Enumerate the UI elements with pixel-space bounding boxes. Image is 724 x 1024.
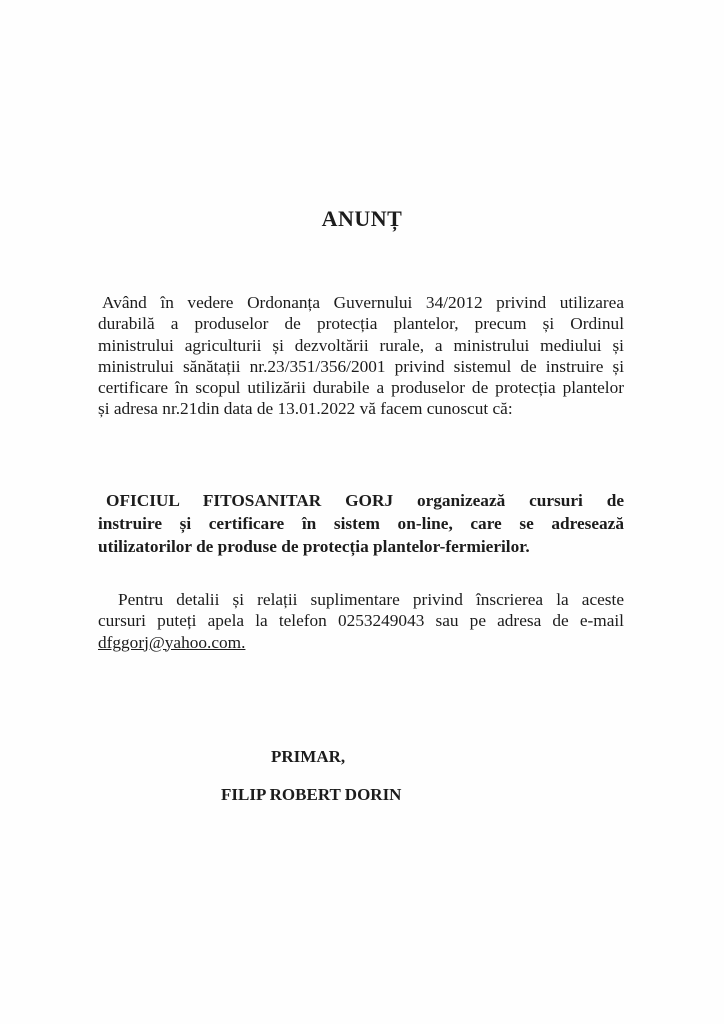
intro-line-5: certificare în scopul utilizării durabile a produselor de protecția plantelor: [98, 378, 624, 398]
announcement-title: ANUNȚ: [321, 206, 403, 231]
signature-name: FILIP ROBERT DORIN: [221, 785, 402, 804]
announcement-line-3: utilizatorilor de produse de protecția plantelor-fermierilor.: [98, 537, 530, 556]
signature-title: PRIMAR,: [271, 747, 346, 766]
contact-line-1: Pentru detalii și relații suplimentare privind înscrierea la aceste: [118, 590, 624, 609]
intro-line-1: Având în vedere Ordonanța Guvernului 34/2012 privind utilizarea: [102, 293, 624, 312]
intro-line-3: ministrului agriculturii și dezvoltării rurale, a ministrului mediului și: [98, 335, 624, 355]
announcement-line-2: instruire și certificare în sistem on-line, care se adresează: [98, 514, 624, 533]
announcement-paragraph: [98, 489, 624, 558]
intro-line-4: ministrului sănătații nr.23/351/356/2001 privind sistemul de instruire și: [98, 356, 624, 376]
contact-email-line: [98, 632, 624, 653]
intro-line-6: și adresa nr.21din data de 13.01.2022 vă facem cunoscut că:: [98, 399, 513, 419]
contact-email-link[interactable]: dfggorj@yahoo.com.: [98, 632, 246, 652]
intro-paragraph: [98, 292, 624, 420]
contact-line-2: cursuri puteți apela la telefon 0253249043 sau pe adresa de e-mail: [98, 611, 624, 631]
intro-line-2: durabilă a produselor de protecția plantelor, precum și Ordinul: [98, 314, 624, 334]
contact-paragraph: [98, 589, 624, 653]
announcement-line-1: OFICIUL FITOSANITAR GORJ organizează cursuri de: [106, 491, 624, 510]
